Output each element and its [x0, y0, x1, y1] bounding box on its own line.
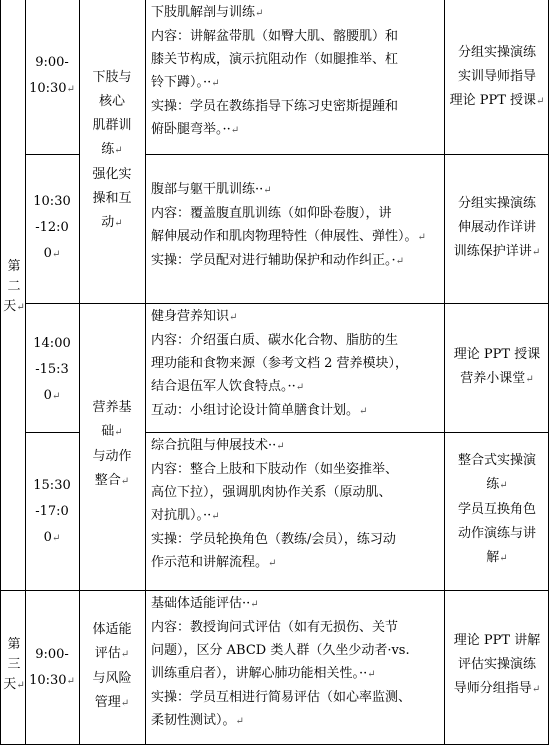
content-line: 俯卧腿弯举。··↵ — [151, 122, 240, 137]
content-line: 实操：学员在教练指导下练习史密斯提踵和 — [151, 99, 399, 114]
day-label-3 — [2, 622, 26, 708]
content-line: 作示范和讲解流程。↵ — [151, 555, 277, 570]
content-line: 高位下拉），强调肌肉协作关系（原动肌、 — [151, 485, 392, 500]
time-text: 9:00- 10:30↵ — [29, 54, 75, 96]
content-cell — [146, 1, 444, 154]
content-line: 问题），区分 ABCD 类人群（久坐少动者·vs. — [151, 643, 410, 658]
content-line: 对抗肌）。··↵ — [151, 508, 220, 523]
method-cell — [445, 342, 549, 392]
time-cell — [26, 472, 78, 552]
time-text: 10:30 -12:0 0↵ — [33, 193, 71, 261]
content-line: 结合退伍军人饮食特点。··↵ — [151, 379, 305, 394]
method-text: 分组实操演练 实训导师指导 理论 PPT 授课↵ — [449, 44, 545, 108]
content-line: 铃下蹲）。··↵ — [151, 75, 220, 90]
module-text: 营养基 础↵ 与动作 整合↵ — [92, 400, 132, 488]
method-text: 分组实操演练 伸展动作详讲 训练保护详讲↵ — [453, 195, 541, 259]
content-line: 健身营养知识↵ — [151, 309, 238, 324]
time-cell — [26, 637, 78, 699]
time-cell — [26, 45, 78, 107]
content-line: 互动：小组讨论设计简单膳食计划。↵ — [151, 403, 368, 418]
content-line: 内容：覆盖腹直肌训练（如仰卧卷腹），讲 — [151, 206, 392, 221]
module-cell — [82, 392, 142, 498]
day-label-text: 第 三 天↵ — [3, 636, 25, 692]
content-cell — [146, 434, 444, 589]
content-line: 内容：介绍蛋白质、碳水化合物、脂肪的生 — [151, 333, 399, 348]
content-line: 基础体适能评估··↵ — [151, 596, 259, 611]
content-line: 柔韧性测试）。↵ — [151, 713, 244, 728]
content-line: 实操：学员配对进行辅助保护和动作纠正。·↵ — [151, 253, 405, 268]
content-line: 理功能和食物来源（参考文档 2 营养模块）， — [151, 356, 409, 371]
content-line: 实操：学员互相进行简易评估（如心率监测、 — [151, 690, 412, 705]
content-line: 内容：整合上肢和下肢动作（如坐姿推举、 — [151, 462, 399, 477]
time-text: 9:00- 10:30↵ — [29, 646, 75, 688]
content-cell — [146, 178, 444, 298]
module-text: 体适能 评估↵ 与风险 管理↵ — [92, 622, 132, 710]
content-line: 综合抗阻与伸展技术··↵ — [151, 438, 285, 453]
method-cell — [445, 40, 549, 114]
content-line: 腹部与躯干肌训练··↵ — [151, 182, 272, 197]
content-cell — [146, 592, 444, 744]
content-line: 训练重启者），讲解心肺功能相关性。··↵ — [151, 666, 376, 681]
method-cell — [445, 190, 549, 266]
content-line: 解伸展动作和肌肉物理特性（伸展性、弹性）。↵ — [151, 229, 426, 244]
day-label-text: 第 二 天↵ — [3, 258, 25, 314]
time-text: 15:30 -17:0 0↵ — [33, 477, 71, 545]
content-line: 实操：学员轮换角色（教练/会员），练习动 — [151, 532, 396, 547]
time-cell — [26, 330, 78, 410]
content-line: 内容：教授询问式评估（如有无损伤、关节 — [151, 620, 399, 635]
method-text: 理论 PPT 讲解 评估实操演练 导师分组指导↵ — [453, 632, 541, 696]
module-cell — [82, 613, 142, 721]
time-text: 14:00 -15:3 0↵ — [33, 335, 71, 403]
module-cell — [82, 55, 142, 247]
method-text: 整合式实操演 练↵ 学员互换角色 动作演练与讲 解↵ — [457, 453, 536, 565]
day-label-2 — [2, 244, 26, 330]
module-text: 下肢与 核心 肌群训 练↵ 强化实 操和互 动↵ — [92, 70, 132, 230]
method-text: 理论 PPT 授课 营养小课堂↵ — [453, 346, 541, 386]
content-line: 内容：讲解盆带肌（如臀大肌、髂腰肌）和 — [151, 29, 399, 44]
method-cell — [445, 627, 549, 703]
method-cell — [445, 448, 549, 572]
content-cell — [146, 305, 444, 432]
content-line: 下肢肌解剖与训练↵ — [151, 5, 264, 20]
time-cell — [26, 188, 78, 268]
content-line: 膝关节构成，演示抗阻动作（如腿推举、杠 — [151, 52, 399, 67]
